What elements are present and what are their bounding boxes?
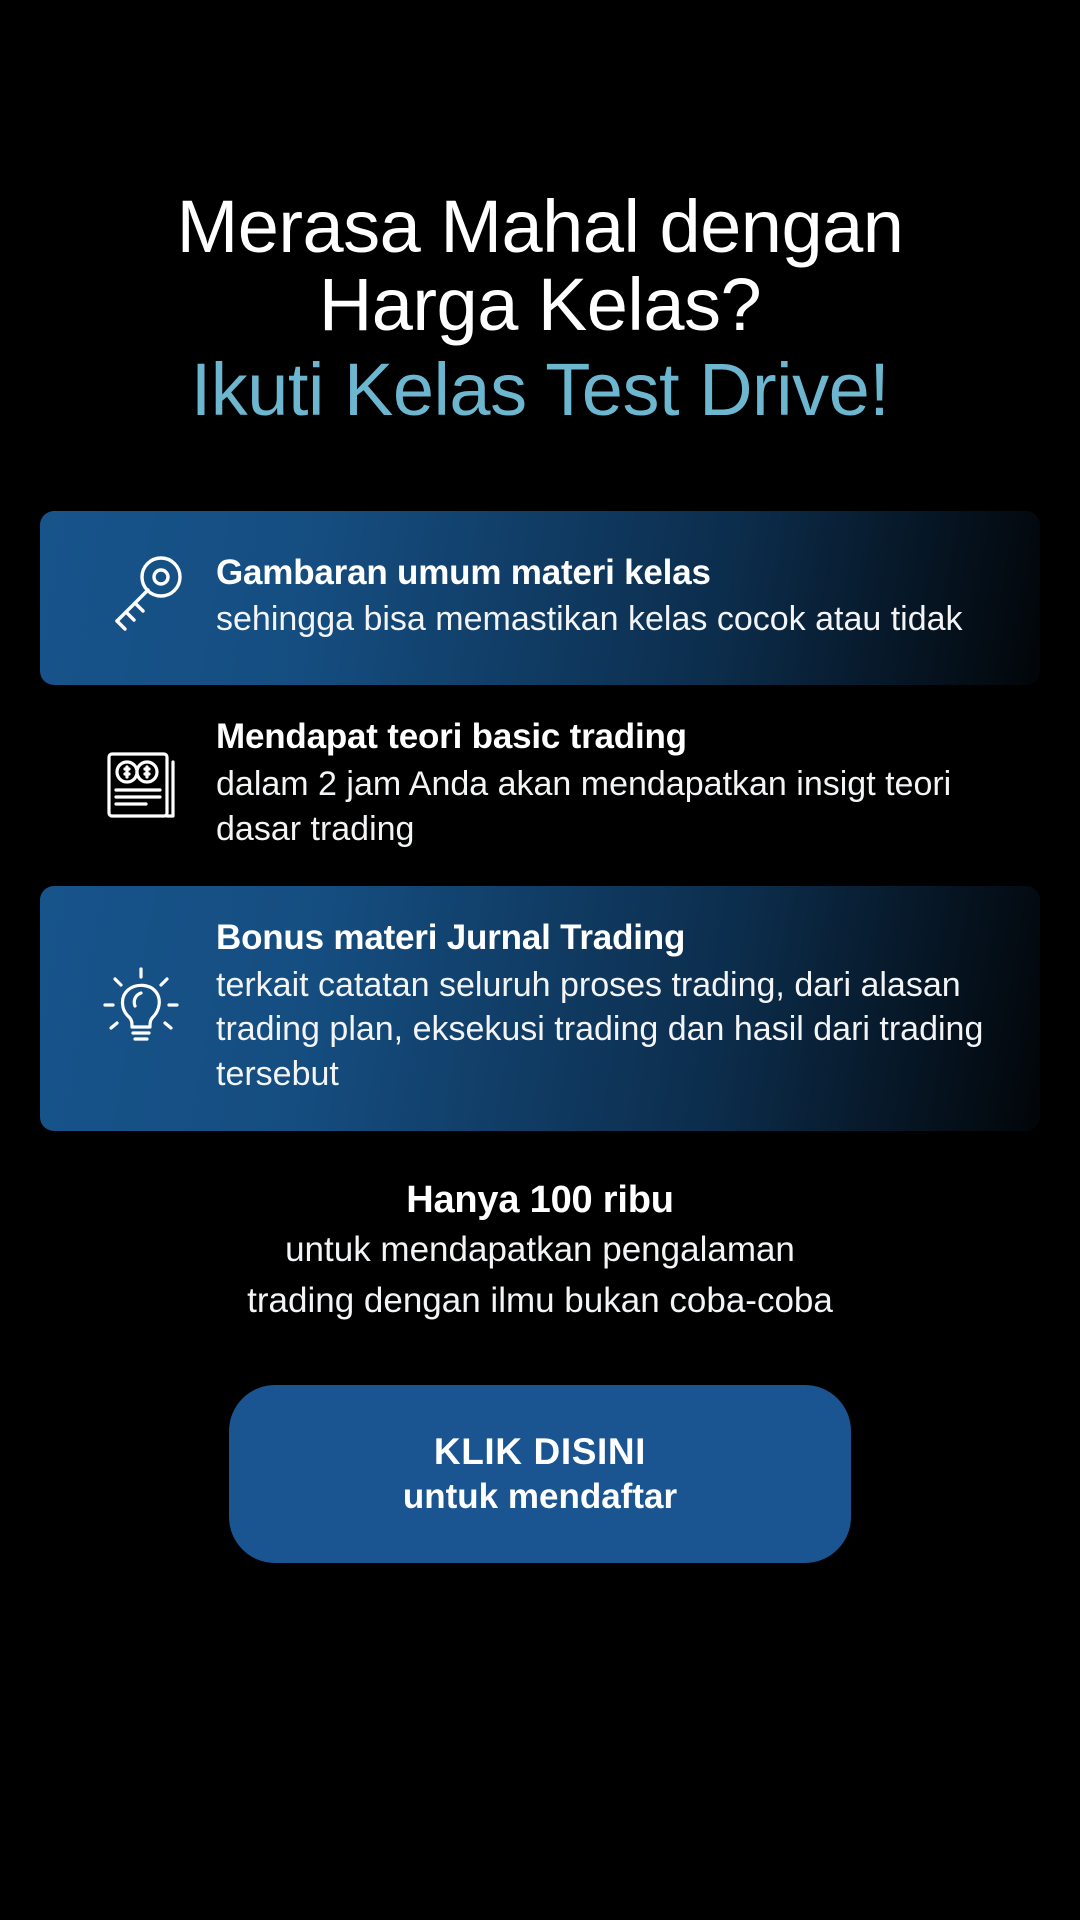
key-icon [78,541,208,651]
price-subtitle-line-1: untuk mendapatkan pengalaman [285,1230,795,1270]
feature-title: Mendapat teori basic trading [216,717,687,757]
list-item [40,511,1040,685]
price-subtitle-line-2: trading dengan ilmu bukan coba-coba [247,1280,833,1320]
list-item [40,886,1040,1131]
feature-title: Bonus materi Jurnal Trading [216,917,686,957]
feature-text [208,916,1002,1097]
headline-line-2: Harga Kelas? [318,263,762,347]
price-headline: Hanya 100 ribu [406,1179,674,1222]
feature-list [40,511,1040,1131]
money-document-icon [78,729,208,839]
headline-line-1: Merasa Mahal dengan [176,185,904,268]
register-cta-button[interactable] [229,1385,851,1563]
headline-line-3-accent: Ikuti Kelas Test Drive! [190,347,890,431]
cta-label-secondary: untuk mendaftar [402,1477,678,1517]
feature-text [208,551,1002,643]
feature-description: terkait catatan seluruh proses trading, dari alasan trading plan, eksekusi trading dan hasil dari trading tersebut [216,965,984,1094]
page-title [40,185,1040,431]
feature-description: dalam 2 jam Anda akan mendapatkan insigt teori dasar trading [216,765,952,848]
price-section [40,1179,1040,1323]
feature-title: Gambaran umum materi kelas [216,552,711,592]
lightbulb-idea-icon [78,952,208,1062]
feature-description: sehingga bisa memastikan kelas cocok atau tidak [216,600,963,639]
cta-label-primary: KLIK DISINI [433,1431,647,1473]
feature-text [208,715,1002,852]
list-item [40,685,1040,886]
